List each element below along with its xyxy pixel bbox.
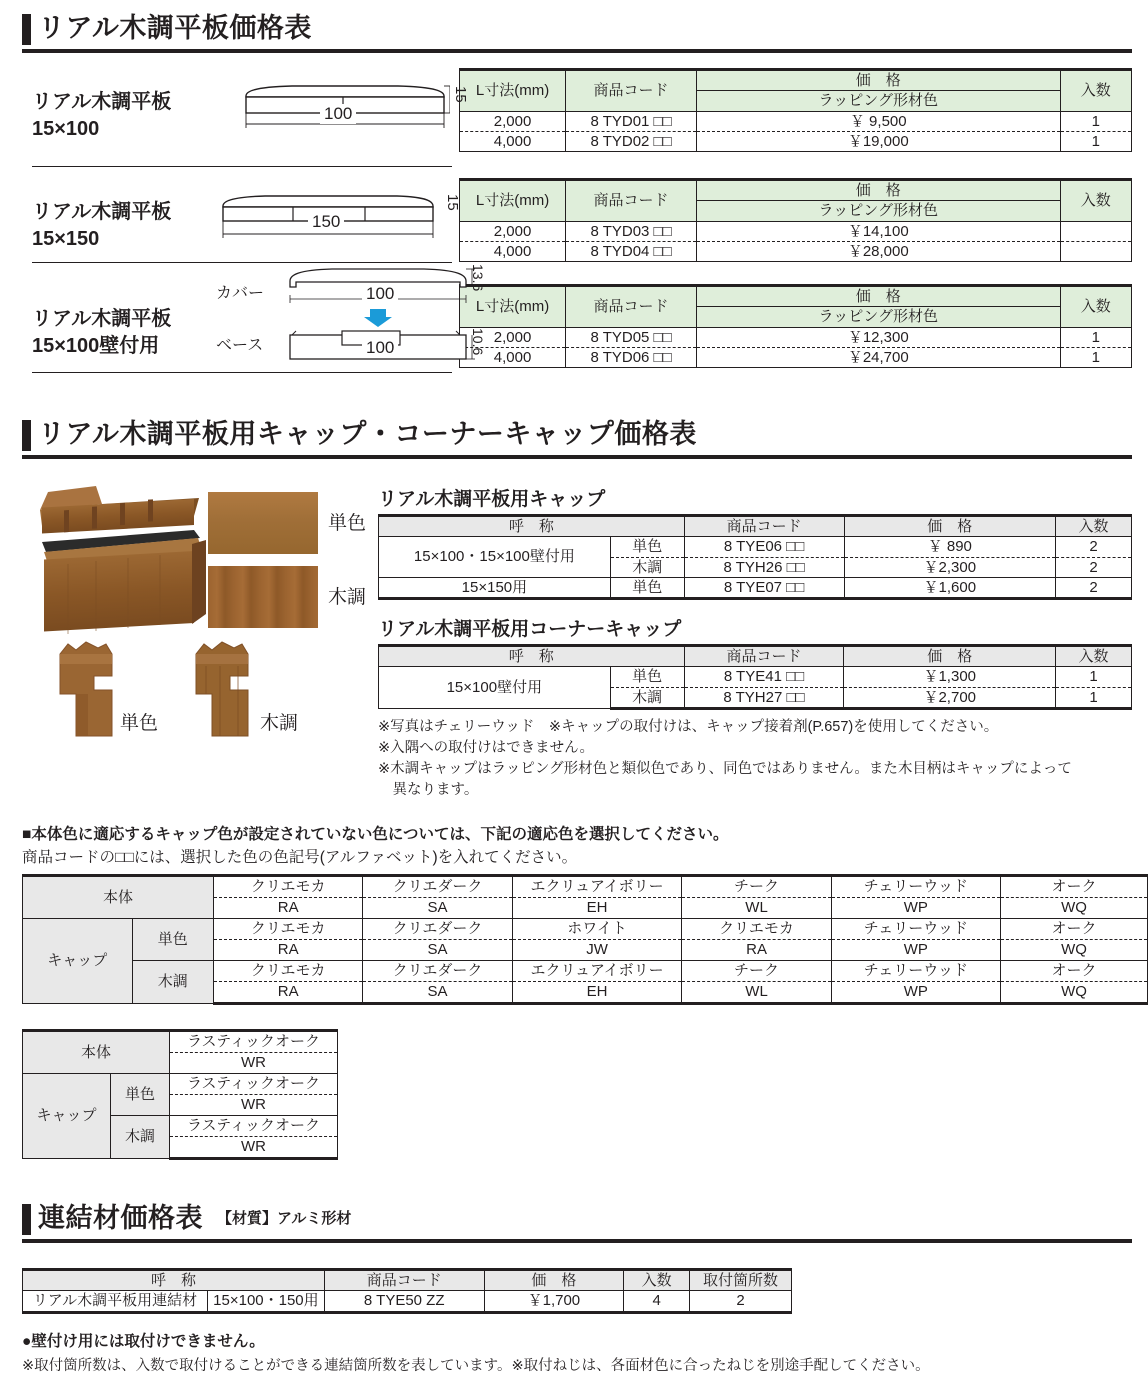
cell-color-name: ラスティックオーク (170, 1074, 338, 1095)
cell-color-code: WP (831, 982, 1000, 1004)
cap-price-table (378, 514, 1132, 600)
cell-price: ￥1,700 (484, 1291, 624, 1312)
row-separator-1 (32, 166, 452, 167)
cell-price: ￥1,600 (844, 577, 1056, 598)
cell-color-code: WL (682, 982, 831, 1004)
th-name: 呼 称 (379, 516, 685, 537)
cell-code: 8 TYD04 □□ (566, 241, 697, 261)
th-price-sub: ラッピング形材色 (697, 91, 1060, 111)
cell-qty (1060, 221, 1132, 241)
cap-notes (378, 717, 1132, 801)
table-row (460, 241, 1132, 261)
cap-table-title: リアル木調平板用キャップ (378, 489, 606, 510)
cell-name: リアル木調平板用連結材 (23, 1291, 208, 1312)
cell-price: ￥ 890 (844, 537, 1056, 557)
th-qty: 入数 (1056, 646, 1132, 667)
cell-qty (1060, 241, 1132, 261)
swatch-wood-label: 木調 (328, 587, 367, 608)
cell-color-name: オーク (1001, 919, 1148, 940)
cell-color-name: チーク (682, 876, 831, 898)
cell-color-code: SA (363, 940, 512, 961)
cell-variant: 木調 (610, 687, 684, 708)
cap-tables (378, 480, 1132, 801)
section-4-title: 連結材価格表 (38, 1203, 203, 1233)
base-width-dim: 100 (362, 338, 398, 358)
cell-color-name: クリエダーク (363, 876, 512, 898)
cell-color-name: チェリーウッド (831, 919, 1000, 940)
table-row (460, 327, 1132, 347)
cell-color-code: EH (512, 982, 682, 1004)
rowhdr-wood: 木調 (132, 961, 214, 1004)
rowhdr-cap: キャップ (23, 1074, 111, 1159)
corner-cap-price-table (378, 644, 1132, 710)
cell-qty: 2 (1056, 557, 1132, 577)
product-photos (22, 480, 372, 734)
note-line: ※入隅への取付けはできません。 (378, 739, 595, 756)
table-row (379, 577, 1132, 598)
cell-spots: 2 (690, 1291, 792, 1312)
cell-qty: 2 (1056, 537, 1132, 557)
th-price-group: 価 格 (697, 70, 1060, 91)
color-table-sub (22, 1029, 338, 1160)
cell-size: 2,000 (460, 327, 566, 347)
swatch-solid (208, 492, 318, 554)
cell-code: 8 TYD02 □□ (566, 131, 697, 151)
cell-color-name: オーク (1001, 961, 1148, 982)
product-row-2 (22, 178, 1132, 273)
note-line: ※取付箇所数は、入数で取付けることができる連結箇所数を表しています。※取付ねじは、各面材色に合ったねじを別途手配してください。 (22, 1357, 930, 1374)
color-blurb-normal: 商品コードの□□には、選択した色の色記号(アルファベット)を入れてください。 (22, 849, 578, 867)
connector-table (22, 1268, 792, 1314)
section-1-title: リアル木調平板価格表 (38, 13, 312, 43)
table-row (23, 919, 1148, 940)
cell-color-code: SA (363, 898, 512, 919)
cell-color-code: EH (512, 898, 682, 919)
cell-color-code: RA (214, 898, 363, 919)
table-row (379, 537, 1132, 557)
cell-code: 8 TYE07 □□ (684, 577, 844, 598)
product-3-figure (216, 262, 486, 372)
corner-cap-solid-photo (46, 638, 126, 743)
cell-price: ￥28,000 (697, 241, 1060, 261)
cell-color-code: WR (170, 1137, 338, 1159)
table-row (23, 1031, 338, 1053)
cell-color-name: ホワイト (512, 919, 682, 940)
rowhdr-cap: キャップ (23, 919, 133, 1004)
cell-qty: 1 (1060, 131, 1132, 151)
cell-price: ￥1,300 (844, 667, 1056, 687)
price-table-15x100-wall (459, 284, 1132, 368)
cell-color-code: WQ (1001, 898, 1148, 919)
cell-color-name: クリエダーク (363, 919, 512, 940)
table-row (460, 111, 1132, 131)
cell-qty: 1 (1060, 347, 1132, 367)
corner-cap-wood-label: 木調 (260, 713, 299, 734)
section-4-subtitle: 【材質】アルミ形材 (217, 1209, 352, 1227)
th-price-group: 価 格 (697, 180, 1060, 201)
th-price-sub: ラッピング形材色 (697, 307, 1060, 327)
cell-qty: 1 (1060, 327, 1132, 347)
price-table-15x100 (459, 68, 1132, 152)
cover-height-dim: 13.6 (470, 264, 486, 292)
th-price: 価 格 (844, 646, 1056, 667)
cell-color-name: ラスティックオーク (170, 1116, 338, 1137)
color-table-main (22, 874, 1148, 1005)
cell-color-code: RA (682, 940, 831, 961)
section-heading-2 (22, 418, 1132, 459)
section-heading-4 (22, 1202, 1132, 1243)
table-row (460, 347, 1132, 367)
cell-color-code: WQ (1001, 940, 1148, 961)
base-height-dim: 10.6 (470, 328, 486, 356)
th-price-group: 価 格 (697, 286, 1060, 307)
cell-color-name: クリエダーク (363, 961, 512, 982)
rowhdr-body: 本体 (23, 1031, 170, 1074)
th-name: 呼 称 (379, 646, 685, 667)
cell-color-name: チェリーウッド (831, 961, 1000, 982)
cell-size: 4,000 (460, 347, 566, 367)
th-price: 価 格 (844, 516, 1056, 537)
product-2-height-dim: 15 (444, 194, 461, 211)
th-qty: 入数 (1060, 70, 1132, 112)
rowhdr-wood: 木調 (111, 1116, 170, 1159)
product-2-name: リアル木調平板 15×150 (32, 200, 172, 250)
cell-name: 15×100・15×100壁付用 (379, 537, 611, 578)
product-row-1 (22, 68, 1132, 163)
cell-code: 8 TYH26 □□ (684, 557, 844, 577)
th-code: 商品コード (684, 646, 844, 667)
product-1-width-dim: 100 (320, 104, 356, 124)
cell-color-name: エクリュアイボリー (512, 876, 682, 898)
note-line: 異なります。 (378, 781, 479, 798)
cell-variant: 木調 (610, 557, 684, 577)
note-line: ※木調キャップはラッピング形材色と類似色であり、同色ではありません。また木目柄はキャップによって (378, 760, 1072, 777)
section-heading-1 (22, 12, 1132, 53)
product-2-width-dim: 150 (308, 212, 344, 232)
product-row-3 (22, 262, 1132, 372)
th-qty: 入数 (1060, 286, 1132, 328)
th-size: L寸法(mm) (460, 180, 566, 222)
corner-cap-wood-photo (182, 638, 262, 743)
color-blurb-bold: ■本体色に適応するキャップ色が設定されていない色については、下記の適応色を選択してください。 (22, 826, 729, 843)
table-row (23, 1074, 338, 1095)
cell-code: 8 TYD06 □□ (566, 347, 697, 367)
table-row (379, 667, 1132, 687)
price-table-15x150 (459, 178, 1132, 262)
note-line: ●壁付け用には取付けできません。 (22, 1333, 265, 1350)
cell-code: 8 TYD01 □□ (566, 111, 697, 131)
th-qty: 入数 (624, 1270, 690, 1291)
cell-code: 8 TYD03 □□ (566, 221, 697, 241)
cell-color-code: JW (512, 940, 682, 961)
cell-color-code: WR (170, 1095, 338, 1116)
cell-variant: 単色 (610, 667, 684, 687)
cell-variant: 単色 (610, 577, 684, 598)
product-3-name: リアル木調平板 15×100壁付用 (32, 308, 172, 357)
cell-color-code: WP (831, 898, 1000, 919)
product-1-name: リアル木調平板 15×100 (32, 90, 172, 140)
cell-color-name: チーク (682, 961, 831, 982)
th-qty: 入数 (1060, 180, 1132, 222)
rowhdr-body: 本体 (23, 876, 214, 919)
row-separator-3 (32, 372, 452, 373)
th-spots: 取付箇所数 (690, 1270, 792, 1291)
cell-name: 15×100壁付用 (379, 667, 611, 709)
cover-width-dim: 100 (362, 284, 398, 304)
th-code: 商品コード (324, 1270, 484, 1291)
product-2-figure (222, 178, 459, 273)
product-1-figure (222, 68, 469, 163)
cell-qty: 1 (1056, 687, 1132, 708)
cover-label: カバー (216, 285, 265, 302)
th-code: 商品コード (684, 516, 844, 537)
th-price-sub: ラッピング形材色 (697, 201, 1060, 221)
cell-price: ￥2,300 (844, 557, 1056, 577)
cell-color-name: ラスティックオーク (170, 1031, 338, 1053)
th-code: 商品コード (566, 70, 697, 112)
cell-color-name: オーク (1001, 876, 1148, 898)
table-row (460, 221, 1132, 241)
cell-code: 8 TYE50 ZZ (324, 1291, 484, 1312)
cell-size: 4,000 (460, 131, 566, 151)
cell-color-name: クリエモカ (214, 961, 363, 982)
cell-price: ￥12,300 (697, 327, 1060, 347)
cell-color-code: WQ (1001, 982, 1148, 1004)
corner-cap-solid-label: 単色 (120, 713, 159, 734)
cell-color-code: WR (170, 1053, 338, 1074)
cell-qty: 1 (1060, 111, 1132, 131)
th-code: 商品コード (566, 180, 697, 222)
cell-color-code: SA (363, 982, 512, 1004)
cell-code: 8 TYE06 □□ (684, 537, 844, 557)
cell-color-name: エクリュアイボリー (512, 961, 682, 982)
cell-color-name: チェリーウッド (831, 876, 1000, 898)
cell-price: ￥19,000 (697, 131, 1060, 151)
cell-code: 8 TYE41 □□ (684, 667, 844, 687)
th-code: 商品コード (566, 286, 697, 328)
cell-size: 2,000 (460, 111, 566, 131)
cell-price: ￥2,700 (844, 687, 1056, 708)
cell-code: 8 TYD05 □□ (566, 327, 697, 347)
cell-price: ￥ 9,500 (697, 111, 1060, 131)
cell-qty: 4 (624, 1291, 690, 1312)
product-1-height-dim: 15 (452, 86, 469, 103)
color-blurb (22, 823, 1132, 870)
cell-qty: 2 (1056, 577, 1132, 598)
th-price: 価 格 (484, 1270, 624, 1291)
cell-qty: 1 (1056, 667, 1132, 687)
th-size: L寸法(mm) (460, 70, 566, 112)
section-2-title: リアル木調平板用キャップ・コーナーキャップ価格表 (38, 419, 697, 449)
table-row (23, 961, 1148, 982)
table-row (460, 131, 1132, 151)
table-row (23, 1291, 792, 1312)
rowhdr-solid: 単色 (111, 1074, 170, 1116)
base-label: ベース (216, 337, 264, 354)
note-line: ※写真はチェリーウッド ※キャップの取付けは、キャップ接着剤(P.657)を使用してください。 (378, 718, 999, 735)
swatch-wood (208, 566, 318, 628)
cell-color-name: クリエモカ (214, 919, 363, 940)
th-name: 呼 称 (23, 1270, 325, 1291)
cell-price: ￥14,100 (697, 221, 1060, 241)
cell-color-name: クリエモカ (682, 919, 831, 940)
table-row (23, 876, 1148, 898)
connector-notes (22, 1330, 1132, 1378)
cell-size: 15×100・150用 (207, 1291, 324, 1312)
corner-cap-table-title: リアル木調平板用コーナーキャップ (378, 619, 682, 640)
cell-color-code: RA (214, 940, 363, 961)
th-qty: 入数 (1056, 516, 1132, 537)
cell-color-code: WL (682, 898, 831, 919)
cell-size: 2,000 (460, 221, 566, 241)
th-size: L寸法(mm) (460, 286, 566, 328)
cell-variant: 単色 (610, 537, 684, 557)
cell-code: 8 TYH27 □□ (684, 687, 844, 708)
cap-photo (34, 482, 209, 642)
cell-name: 15×150用 (379, 577, 611, 598)
cell-color-name: クリエモカ (214, 876, 363, 898)
cell-color-code: WP (831, 940, 1000, 961)
swatch-solid-label: 単色 (328, 513, 367, 534)
cell-size: 4,000 (460, 241, 566, 261)
cell-color-code: RA (214, 982, 363, 1004)
rowhdr-solid: 単色 (132, 919, 214, 961)
cell-price: ￥24,700 (697, 347, 1060, 367)
